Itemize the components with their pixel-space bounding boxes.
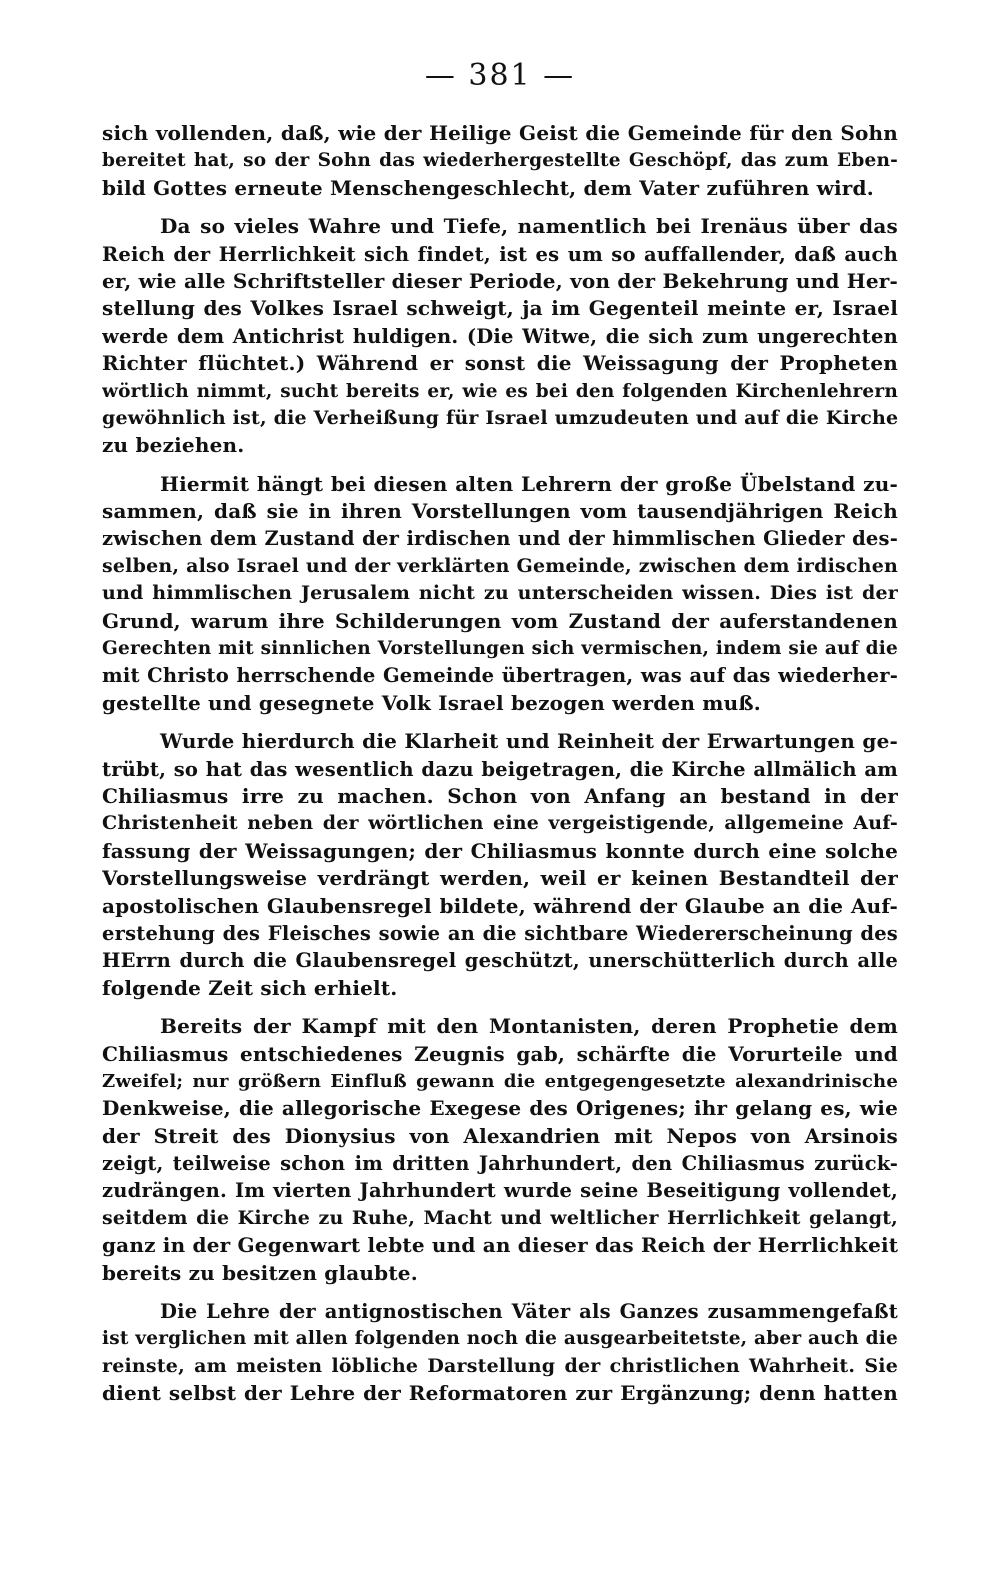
text-line: ganz in der Gegenwart lebte und an dieser das Reich der Herrlichkeit (102, 1233, 898, 1258)
text-line: folgende Zeit sich erhielt. (102, 975, 398, 1000)
text-line: Richter flüchtet.) Während er sonst die Weissagung der Propheten (102, 351, 898, 376)
text-line: Bereits der Kampf mit den Montanisten, deren Prophetie dem (160, 1014, 898, 1039)
text-line: zu beziehen. (102, 433, 245, 458)
paragraph-3 (102, 471, 898, 718)
text-line: Wurde hierdurch die Klarheit und Reinheit der Erwartungen ge- (160, 729, 898, 754)
text-line: bereitet hat, so der Sohn das wiederhergestellte Geschöpf, das zum Eben- (102, 150, 898, 172)
text-line: mit Christo herrschende Gemeinde übertragen, was auf das wiederher- (102, 664, 898, 688)
text-line: er, wie alle Schriftsteller dieser Periode, von der Bekehrung und Her- (102, 268, 898, 293)
paragraph-gap (102, 717, 898, 728)
paragraph-4 (102, 728, 898, 1002)
text-line: Chiliasmus entschiedenes Zeugnis gab, schärfte die Vorurteile und (102, 1041, 898, 1066)
text-line: HErrn durch die Glaubensregel geschützt, unerschütterlich durch alle (102, 949, 898, 973)
text-line: zudrängen. Im vierten Jahrhundert wurde seine Beseitigung vollendet, (102, 1179, 898, 1203)
text-line: gewöhnlich ist, die Verheißung für Israel umzudeuten und auf die Kirche (102, 406, 898, 429)
paragraph-6 (102, 1298, 898, 1408)
text-line: wörtlich nimmt, sucht bereits er, wie es bei den folgenden Kirchenlehrern (102, 380, 898, 402)
paragraph-5 (102, 1013, 898, 1287)
paragraph-2 (102, 213, 898, 460)
text-line: seitdem die Kirche zu Ruhe, Macht und weltlicher Herrlichkeit gelangt, (102, 1206, 898, 1229)
text-line: Vorstellungsweise verdrängt werden, weil er keinen Bestandteil der (102, 866, 898, 891)
text-line: zeigt, teilweise schon im dritten Jahrhundert, den Chiliasmus zurück- (102, 1152, 898, 1176)
text-line: bild Gottes erneute Menschengeschlecht, dem Vater zuführen wird. (102, 175, 874, 200)
paragraph-gap (102, 460, 898, 471)
paragraph-gap (102, 1287, 898, 1298)
text-line: zwischen dem Zustand der irdischen und der himmlischen Glieder des- (102, 527, 898, 551)
text-line: stellung des Volkes Israel schweigt, ja im Gegenteil meinte er, Israel (102, 296, 898, 321)
text-line: Hiermit hängt bei diesen alten Lehrern der große Übelstand zu- (160, 471, 898, 496)
text-line: werde dem Antichrist huldigen. (Die Witwe, die sich zum ungerechten (102, 324, 898, 348)
text-line: sammen, daß sie in ihren Vorstellungen vom tausendjährigen Reich (102, 499, 898, 524)
text-line: Zweifel; nur größern Einfluß gewann die entgegengesetzte alexandrinische (102, 1070, 898, 1092)
text-line: fassung der Weissagungen; der Chiliasmus konnte durch eine solche (102, 838, 898, 863)
text-line: Christenheit neben der wörtlichen eine vergeistigende, allgemeine Auf- (102, 812, 898, 835)
text-line: sich vollenden, daß, wie der Heilige Geist die Gemeinde für den Sohn (102, 121, 898, 145)
paragraph-gap (102, 1002, 898, 1013)
text-line: Chiliasmus irre zu machen. Schon von Anfang an bestand in der (102, 783, 898, 808)
text-line: dient selbst der Lehre der Reformatoren zur Ergänzung; denn hatten (102, 1381, 898, 1406)
text-line: trübt, so hat das wesentlich dazu beigetragen, die Kirche allmälich am (102, 757, 898, 781)
text-line: Gerechten mit sinnlichen Vorstellungen sich vermischen, indem sie auf die (102, 638, 898, 660)
text-line: Die Lehre der antignostischen Väter als Ganzes zusammengefaßt (160, 1300, 898, 1324)
text-line: apostolischen Glaubensregel bildete, während der Glaube an die Auf- (102, 893, 898, 918)
paragraph-1 (102, 120, 898, 202)
text-line: Grund, warum ihre Schilderungen vom Zustand der auferstandenen (102, 608, 898, 633)
page-number: — 381 — (424, 58, 576, 93)
text-line: und himmlischen Jerusalem nicht zu unterscheiden wissen. Dies ist der (102, 582, 898, 605)
text-line: bereits zu besitzen glaubte. (102, 1260, 418, 1285)
paragraph-gap (102, 202, 898, 213)
text-line: selben, also Israel und der verklärten Gemeinde, zwischen dem irdischen (102, 554, 898, 577)
text-line: der Streit des Dionysius von Alexandrien mit Nepos von Arsinois (102, 1123, 898, 1148)
text-line: Denkweise, die allegorische Exegese des Origenes; ihr gelang es, wie (102, 1096, 898, 1121)
text-line: erstehung des Fleisches sowie an die sichtbare Wiedererscheinung des (102, 921, 898, 945)
body-text (102, 120, 898, 1408)
text-line: Da so vieles Wahre und Tiefe, namentlich bei Irenäus über das (160, 214, 898, 239)
text-line: reinste, am meisten löbliche Darstellung der christlichen Wahrheit. Sie (102, 1354, 898, 1377)
text-line: gestellte und gesegnete Volk Israel bezogen werden muß. (102, 690, 761, 715)
text-line: ist verglichen mit allen folgenden noch die ausgearbeitetste, aber auch die (102, 1328, 898, 1350)
text-line: Reich der Herrlichkeit sich findet, ist es um so auffallender, daß auch (102, 242, 898, 266)
